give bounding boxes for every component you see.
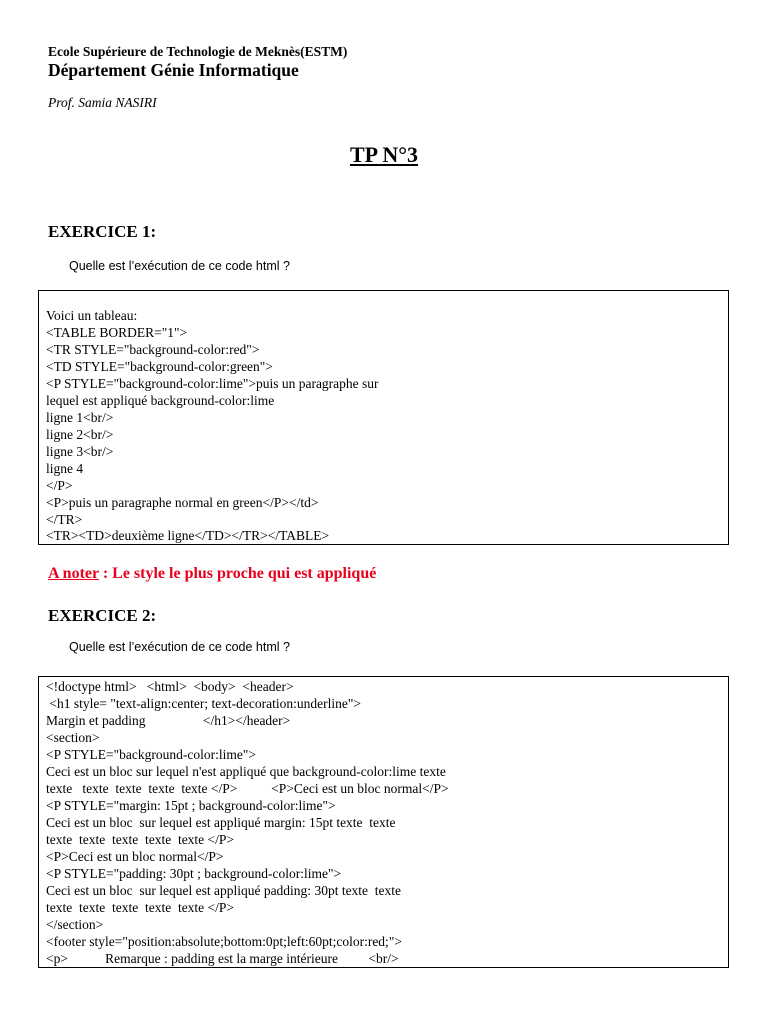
code-line: <footer style="position:absolute;bottom:0pt;left:60pt;color:red;"> [46, 934, 402, 949]
exercise-1-question: Quelle est l’exécution de ce code html ? [69, 259, 290, 273]
note-text: : Le style le plus proche qui est appliqué [98, 565, 377, 582]
code-line: ligne 1<br/> [46, 410, 114, 425]
document-title-text: TP N°3 [349, 142, 419, 167]
school-name: Ecole Supérieure de Technologie de Meknès(ESTM) [48, 44, 348, 59]
code-line: </P> [46, 478, 73, 493]
code-line: ligne 2<br/> [46, 427, 114, 442]
code-line: <!doctype html> <html> <body> <header> [46, 679, 294, 694]
note-label: A noter [48, 565, 99, 582]
code-line: ligne 4 [46, 461, 84, 476]
code-line: Ceci est un bloc sur lequel n'est appliqué que background-color:lime texte [46, 764, 446, 779]
code-line: <P>puis un paragraphe normal en green</P></td> [46, 495, 319, 510]
code-line: Ceci est un bloc sur lequel est appliqué margin: 15pt texte texte [46, 815, 396, 830]
code-line: texte texte texte texte texte </P> [46, 832, 235, 847]
department-name: Département Génie Informatique [48, 60, 299, 80]
code-line: </section> [46, 917, 104, 932]
exercise-2-heading: EXERCICE 2: [48, 606, 157, 625]
exercise-2-code-box [38, 676, 729, 968]
professor-name: Prof. Samia NASIRI [48, 95, 157, 110]
note [48, 565, 376, 583]
code-line: <TD STYLE="background-color:green"> [46, 359, 273, 374]
code-line: <h1 style= "text-align:center; text-decoration:underline"> [46, 696, 362, 711]
code-line: texte texte texte texte texte </P> [46, 900, 235, 915]
code-line: <section> [46, 730, 100, 745]
code-line: Margin et padding </h1></header> [46, 713, 291, 728]
exercise-2-question: Quelle est l’exécution de ce code html ? [69, 640, 290, 654]
code-line: ligne 3<br/> [46, 444, 114, 459]
code-line: <TR STYLE="background-color:red"> [46, 342, 260, 357]
code-line: </TR> [46, 512, 83, 527]
code-line: lequel est appliqué background-color:lime [46, 393, 275, 408]
code-line: Voici un tableau: [46, 308, 138, 323]
code-line: Ceci est un bloc sur lequel est appliqué padding: 30pt texte texte [46, 883, 402, 898]
code-line: <P STYLE="background-color:lime"> [46, 747, 256, 762]
code-line: texte texte texte texte texte </P> <P>Ceci est un bloc normal</P> [46, 781, 449, 796]
code-line: <P STYLE="background-color:lime">puis un paragraphe sur [46, 376, 379, 391]
code-line: <P>Ceci est un bloc normal</P> [46, 849, 224, 864]
code-line: <P STYLE="margin: 15pt ; background-color:lime"> [46, 798, 336, 813]
code-line: <P STYLE="padding: 30pt ; background-color:lime"> [46, 866, 342, 881]
code-line: <TR><TD>deuxième ligne</TD></TR></TABLE> [46, 528, 330, 543]
document-title [0, 142, 768, 168]
exercise-1-heading: EXERCICE 1: [48, 222, 157, 241]
exercise-1-code-box [38, 290, 729, 545]
code-line: <TABLE BORDER="1"> [46, 325, 188, 340]
code-line: <p> Remarque : padding est la marge intérieure <br/> [46, 951, 399, 966]
